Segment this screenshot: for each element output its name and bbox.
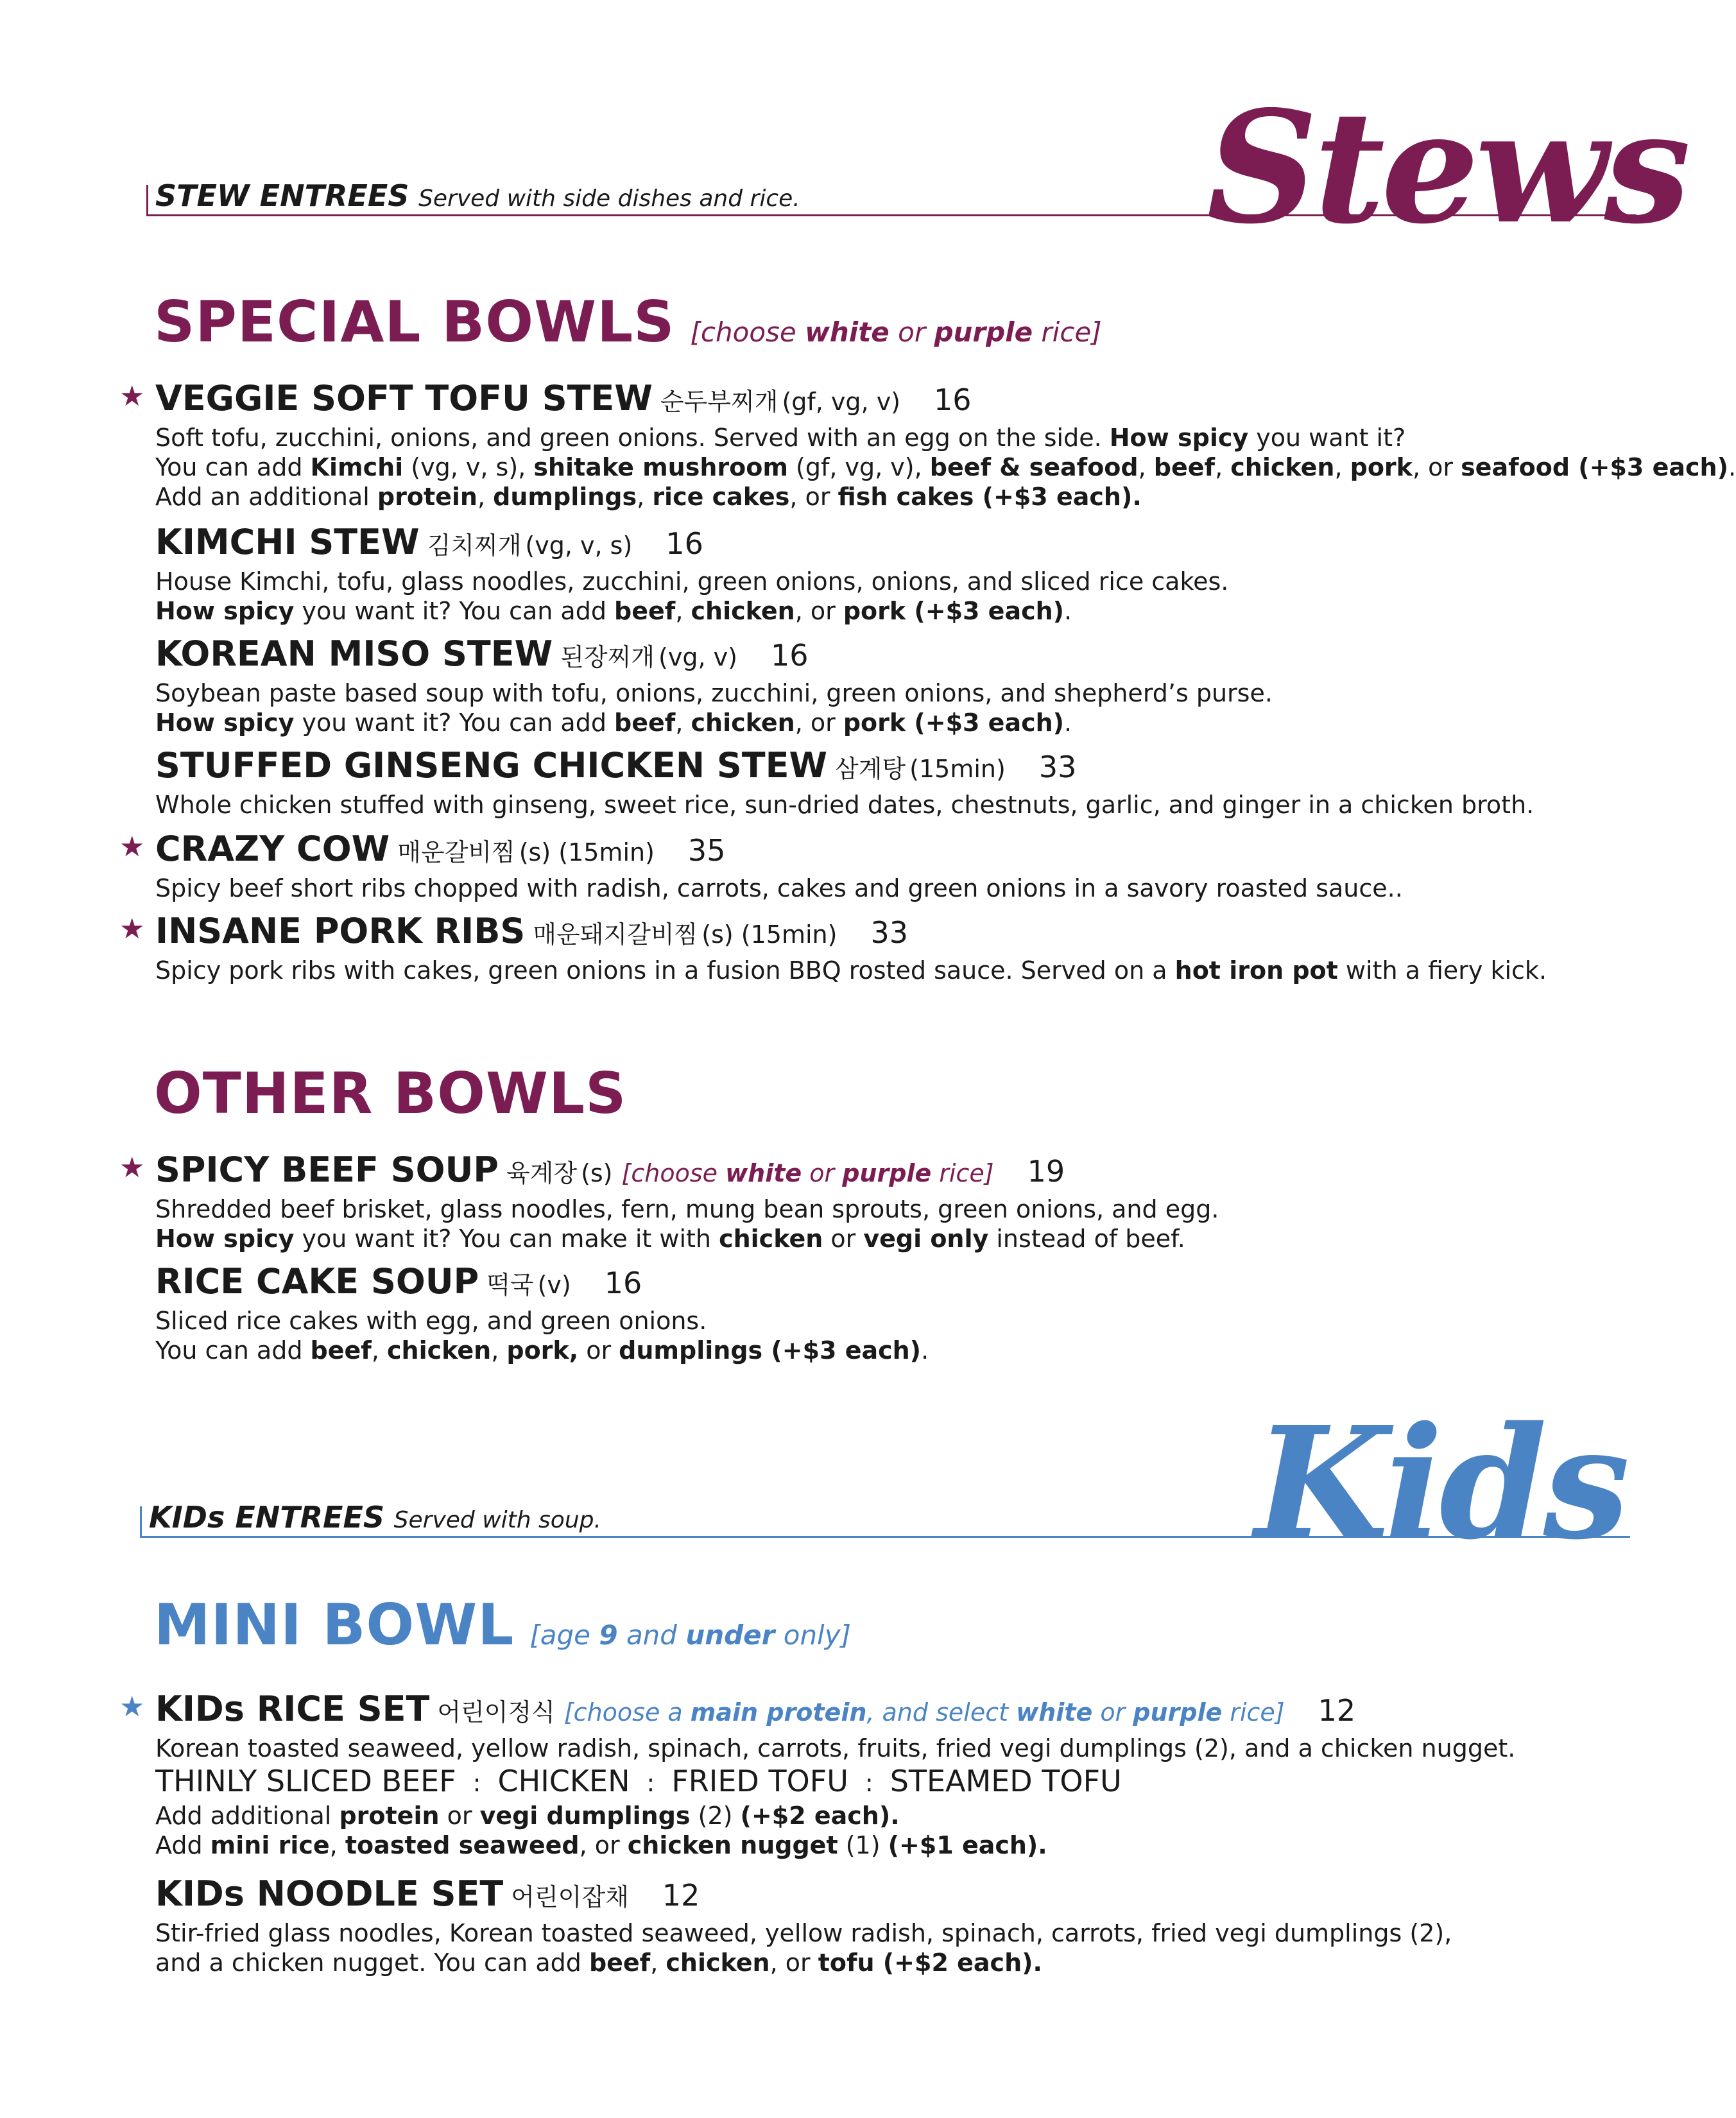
item-description-line xyxy=(155,1336,1599,1365)
item-korean-name: 육계장 xyxy=(506,1159,578,1187)
highlighted-text: How spicy xyxy=(155,597,295,625)
kids-rule xyxy=(140,1536,1630,1538)
highlighted-text: chicken nugget xyxy=(627,1831,838,1859)
description-text: , xyxy=(650,1949,666,1977)
special-bowls-heading: SPECIAL BOWLS xyxy=(154,289,675,355)
item-head xyxy=(155,910,1599,956)
menu-item xyxy=(155,745,1599,820)
highlighted-text: rice cakes xyxy=(652,483,790,511)
highlighted-text: beef xyxy=(614,597,676,625)
other-bowls-title xyxy=(154,1060,626,1126)
item-name: STUFFED GINSENG CHICKEN STEW xyxy=(155,745,828,786)
description-text: Soft tofu, zucchini, onions, and green onions. Served with an egg on the side. xyxy=(155,424,1110,452)
description-text: with a fiery kick. xyxy=(1337,956,1547,985)
highlighted-text: seafood (+$3 each) xyxy=(1461,453,1728,481)
note-or: or xyxy=(802,1159,843,1187)
item-description-line xyxy=(155,1801,1599,1830)
highlighted-text: mini rice xyxy=(210,1831,330,1859)
item-description-line xyxy=(155,452,1736,482)
highlighted-text: protein xyxy=(339,1802,440,1830)
option-beef: THINLY SLICED BEEF xyxy=(155,1764,456,1798)
description-text: or xyxy=(823,1225,864,1253)
star-icon: ★ xyxy=(119,380,145,413)
highlighted-text: pork, xyxy=(506,1336,579,1365)
note-close: only] xyxy=(775,1619,851,1651)
item-tags: (gf, vg, v) xyxy=(782,388,901,416)
other-bowls-heading: OTHER BOWLS xyxy=(154,1060,627,1126)
note-close: rice] xyxy=(1222,1698,1285,1726)
stew-entrees-heading: STEW ENTREES xyxy=(155,178,409,213)
item-price: 33 xyxy=(870,915,908,950)
highlighted-text: vegi only xyxy=(863,1225,989,1253)
item-name: KIDs NOODLE SET xyxy=(155,1873,504,1914)
item-korean-name: 어린이잡채 xyxy=(511,1883,629,1911)
note-main-protein: main protein xyxy=(690,1698,867,1726)
menu-item xyxy=(155,633,1599,737)
description-text: Stir-fried glass noodles, Korean toasted seaweed, yellow radish, spinach, carrots, fried vegi dumplings (2), xyxy=(155,1919,1452,1947)
note-open: [age xyxy=(529,1619,599,1651)
note-close: rice] xyxy=(931,1159,994,1187)
highlighted-text: hot iron pot xyxy=(1174,956,1338,985)
description-text: , xyxy=(1138,453,1154,481)
description-text: , or xyxy=(789,483,838,511)
description-text: , xyxy=(329,1831,345,1859)
item-name: INSANE PORK RIBS xyxy=(155,911,526,951)
item-description-line xyxy=(155,1918,1599,1948)
highlighted-text: tofu (+$2 each). xyxy=(818,1949,1042,1977)
highlighted-text: (+$2 each). xyxy=(740,1802,900,1830)
item-description-line xyxy=(155,1830,1599,1860)
item-head xyxy=(155,828,1599,874)
menu-item xyxy=(155,521,1599,626)
note-open: [choose a xyxy=(563,1698,691,1726)
description-text: Shredded beef brisket, glass noodles, fern, mung bean sprouts, green onions, and egg. xyxy=(155,1195,1219,1223)
item-description: Korean toasted seaweed, yellow radish, spinach, carrots, fruits, fried vegi dumplings (2), and a chicken nugget. xyxy=(155,1734,1516,1762)
menu-item xyxy=(119,1149,1599,1253)
description-text: , or xyxy=(795,597,843,625)
star-icon: ★ xyxy=(119,831,145,863)
highlighted-text: vegi dumplings xyxy=(479,1802,691,1830)
option-steamed-tofu: STEAMED TOFU xyxy=(889,1764,1122,1798)
item-note xyxy=(564,1698,1285,1726)
item-korean-name: 어린이정식 xyxy=(437,1698,555,1726)
highlighted-text: beef xyxy=(310,1336,372,1365)
description-text: , or xyxy=(1412,453,1461,481)
highlighted-text: How spicy xyxy=(1109,424,1249,452)
item-tags: (s) (15min) xyxy=(519,838,655,866)
description-text: , xyxy=(371,1336,387,1365)
description-text: you want it? You can make it with xyxy=(294,1225,719,1253)
description-text: Spicy beef short ribs chopped with radish, carrots, cakes and green onions in a savory roasted sauce.. xyxy=(155,874,1403,902)
item-tags: (s) (15min) xyxy=(701,920,838,949)
description-text: Sliced rice cakes with egg, and green onions. xyxy=(155,1307,707,1335)
highlighted-text: toasted seaweed xyxy=(345,1831,580,1859)
highlighted-text: chicken xyxy=(719,1225,823,1253)
item-description-line xyxy=(155,708,1599,737)
item-description-line xyxy=(155,956,1599,985)
description-text: Soybean paste based soup with tofu, onions, zucchini, green onions, and shepherd’s purse. xyxy=(155,679,1273,707)
note-purple: purple xyxy=(842,1159,932,1187)
protein-options xyxy=(155,1763,1599,1801)
item-description-line xyxy=(155,1224,1599,1253)
item-description-line xyxy=(155,790,1599,820)
highlighted-text: chicken xyxy=(691,597,795,625)
description-text: (2) xyxy=(690,1802,741,1830)
item-korean-name: 떡국 xyxy=(486,1271,534,1299)
item-name: RICE CAKE SOUP xyxy=(155,1261,479,1302)
note-purple: purple xyxy=(934,316,1033,348)
description-text: or xyxy=(578,1336,619,1365)
note-white: white xyxy=(725,1159,802,1187)
menu-item xyxy=(155,1261,1599,1365)
description-text: and a chicken nugget. You can add xyxy=(155,1949,589,1977)
item-name: KIDs RICE SET xyxy=(155,1689,430,1729)
note-purple: purple xyxy=(1133,1698,1223,1726)
description-text: Whole chicken stuffed with ginseng, sweet rice, sun-dried dates, chestnuts, garlic, and ginger in a chicken broth. xyxy=(155,791,1534,819)
highlighted-text: beef xyxy=(589,1949,651,1977)
stews-title: Stews xyxy=(1207,77,1687,258)
star-icon: ★ xyxy=(119,1151,145,1184)
note-or: or xyxy=(889,316,934,348)
description-text: Add an additional xyxy=(155,483,377,511)
item-price: 16 xyxy=(770,638,809,673)
description-text: you want it? You can add xyxy=(294,597,615,625)
description-text: . xyxy=(1064,709,1072,737)
description-text: , xyxy=(1215,453,1231,481)
description-text: , xyxy=(675,709,691,737)
description-text: , xyxy=(675,597,691,625)
description-text: , xyxy=(637,483,653,511)
item-tags: (15min) xyxy=(909,755,1006,783)
menu-item xyxy=(119,910,1599,985)
item-note xyxy=(622,1159,994,1187)
description-text: , xyxy=(491,1336,507,1365)
menu-item-kids-noodle-set xyxy=(155,1873,1599,1977)
stews-rule-tick xyxy=(146,185,148,214)
option-separator: : xyxy=(646,1769,655,1797)
description-text: or xyxy=(439,1802,480,1830)
item-description-line xyxy=(155,678,1599,708)
stew-entrees-label xyxy=(155,178,800,213)
special-bowls-title xyxy=(154,289,1102,355)
description-text: (1) xyxy=(838,1831,888,1859)
highlighted-text: protein xyxy=(377,483,477,511)
highlighted-text: chicken xyxy=(1230,453,1335,481)
item-price: 35 xyxy=(687,833,726,868)
item-price: 19 xyxy=(1027,1154,1065,1189)
option-separator: : xyxy=(864,1769,873,1797)
mini-bowl-title xyxy=(154,1592,851,1658)
highlighted-text: pork xyxy=(1350,453,1413,481)
item-description-line xyxy=(155,1306,1599,1336)
item-head xyxy=(155,633,1599,678)
highlighted-text: chicken xyxy=(691,709,795,737)
menu-item xyxy=(119,828,1599,903)
description-text: you want it? You can add xyxy=(294,709,615,737)
highlighted-text: beef xyxy=(614,709,676,737)
menu-item-kids-rice-set xyxy=(119,1688,1599,1860)
kids-entrees-heading: KIDs ENTREES xyxy=(149,1500,385,1535)
description-text: , or xyxy=(579,1831,628,1859)
option-fried-tofu: FRIED TOFU xyxy=(671,1764,848,1798)
item-tags: (vg, v, s) xyxy=(525,531,633,560)
highlighted-text: (+$1 each). xyxy=(888,1831,1047,1859)
item-description-line xyxy=(155,596,1599,626)
highlighted-text: How spicy xyxy=(155,1225,295,1253)
stews-rule xyxy=(146,214,1637,216)
item-head xyxy=(155,1261,1599,1306)
description-text: . xyxy=(1064,597,1072,625)
note-age: 9 xyxy=(599,1619,618,1651)
description-text: . xyxy=(921,1336,929,1365)
item-name: KOREAN MISO STEW xyxy=(155,633,553,674)
mini-bowl-heading: MINI BOWL xyxy=(154,1592,515,1658)
note-or: or xyxy=(1092,1698,1133,1726)
note-mid: , and select xyxy=(866,1698,1017,1726)
special-bowls-note xyxy=(691,316,1102,348)
item-price: 12 xyxy=(1318,1693,1356,1728)
highlighted-text: dumplings (+$3 each) xyxy=(619,1336,922,1365)
highlighted-text: fish cakes (+$3 each). xyxy=(838,483,1142,511)
highlighted-text: chicken xyxy=(386,1336,492,1365)
item-tags: (s) xyxy=(581,1159,613,1187)
description-text: You can add xyxy=(155,1336,311,1365)
description-text: You can add xyxy=(155,453,311,481)
menu-item xyxy=(119,377,1736,512)
description-text: (vg, v, s), xyxy=(403,453,534,481)
item-description-line xyxy=(155,567,1599,596)
item-price: 16 xyxy=(666,526,703,561)
description-text: . xyxy=(1728,453,1736,481)
kids-entrees-label xyxy=(149,1500,601,1535)
stew-entrees-sub: Served with side dishes and rice. xyxy=(418,185,800,212)
item-price: 16 xyxy=(604,1266,642,1300)
description-text: (gf, vg, v), xyxy=(787,453,930,481)
item-korean-name: 매운갈비찜 xyxy=(397,838,515,866)
description-text: you want it? xyxy=(1248,424,1406,452)
highlighted-text: Kimchi xyxy=(310,453,404,481)
note-and: and xyxy=(617,1619,686,1651)
item-name: SPICY BEEF SOUP xyxy=(155,1149,499,1190)
item-description-line xyxy=(155,482,1599,512)
kids-entrees-sub: Served with soup. xyxy=(393,1507,601,1533)
kids-title: Kids xyxy=(1255,1393,1626,1574)
item-korean-name: 매운돼지갈비찜 xyxy=(533,920,698,949)
note-close: rice] xyxy=(1033,316,1102,348)
description-text: , xyxy=(1334,453,1350,481)
item-head xyxy=(155,1873,1599,1918)
item-head xyxy=(155,1688,1599,1734)
highlighted-text: How spicy xyxy=(155,709,295,737)
item-description-line xyxy=(155,423,1599,452)
highlighted-text: beef & seafood xyxy=(929,453,1139,481)
mini-bowl-note xyxy=(529,1619,851,1651)
description-text: , or xyxy=(769,1949,818,1977)
option-chicken: CHICKEN xyxy=(497,1764,630,1798)
item-korean-name: 김치찌개 xyxy=(427,531,522,560)
highlighted-text: pork (+$3 each) xyxy=(843,597,1065,625)
note-white: white xyxy=(805,316,889,348)
description-text: , xyxy=(477,483,494,511)
highlighted-text: beef xyxy=(1153,453,1216,481)
item-name: KIMCHI STEW xyxy=(155,522,420,562)
kids-rule-tick xyxy=(140,1506,142,1536)
note-open: [choose xyxy=(621,1159,726,1187)
item-description-line xyxy=(155,874,1599,903)
item-korean-name: 삼계탕 xyxy=(835,755,906,783)
item-name: CRAZY COW xyxy=(155,829,390,869)
star-icon: ★ xyxy=(119,913,145,945)
description-text: House Kimchi, tofu, glass noodles, zucchini, green onions, onions, and sliced rice cakes. xyxy=(155,567,1229,596)
item-price: 33 xyxy=(1038,750,1077,784)
description-text: Add xyxy=(155,1831,211,1859)
note-open: [choose xyxy=(690,316,805,348)
item-description-line xyxy=(155,1194,1599,1224)
description-text: Add additional xyxy=(155,1802,339,1830)
option-separator: : xyxy=(472,1769,481,1797)
star-icon: ★ xyxy=(119,1691,145,1723)
item-price: 12 xyxy=(662,1878,700,1913)
item-korean-name: 된장찌개 xyxy=(560,643,655,671)
highlighted-text: shitake mushroom xyxy=(533,453,788,481)
item-tags: (vg, v) xyxy=(658,643,737,671)
item-head xyxy=(155,1149,1599,1194)
description-text: instead of beef. xyxy=(988,1225,1185,1253)
item-description-line xyxy=(155,1948,1599,1977)
description-text: , or xyxy=(795,709,843,737)
highlighted-text: chicken xyxy=(666,1949,770,1977)
item-korean-name: 순두부찌개 xyxy=(660,388,778,416)
description-text: Spicy pork ribs with cakes, green onions in a fusion BBQ rosted sauce. Served on a xyxy=(155,956,1175,985)
note-white: white xyxy=(1016,1698,1093,1726)
highlighted-text: pork (+$3 each) xyxy=(843,709,1065,737)
item-head xyxy=(155,521,1599,567)
item-price: 16 xyxy=(934,383,972,417)
note-under: under xyxy=(685,1619,775,1651)
item-head xyxy=(155,745,1599,790)
item-tags: (v) xyxy=(537,1271,571,1299)
item-head xyxy=(155,377,1599,423)
item-name: VEGGIE SOFT TOFU STEW xyxy=(155,378,653,418)
highlighted-text: dumplings xyxy=(493,483,637,511)
